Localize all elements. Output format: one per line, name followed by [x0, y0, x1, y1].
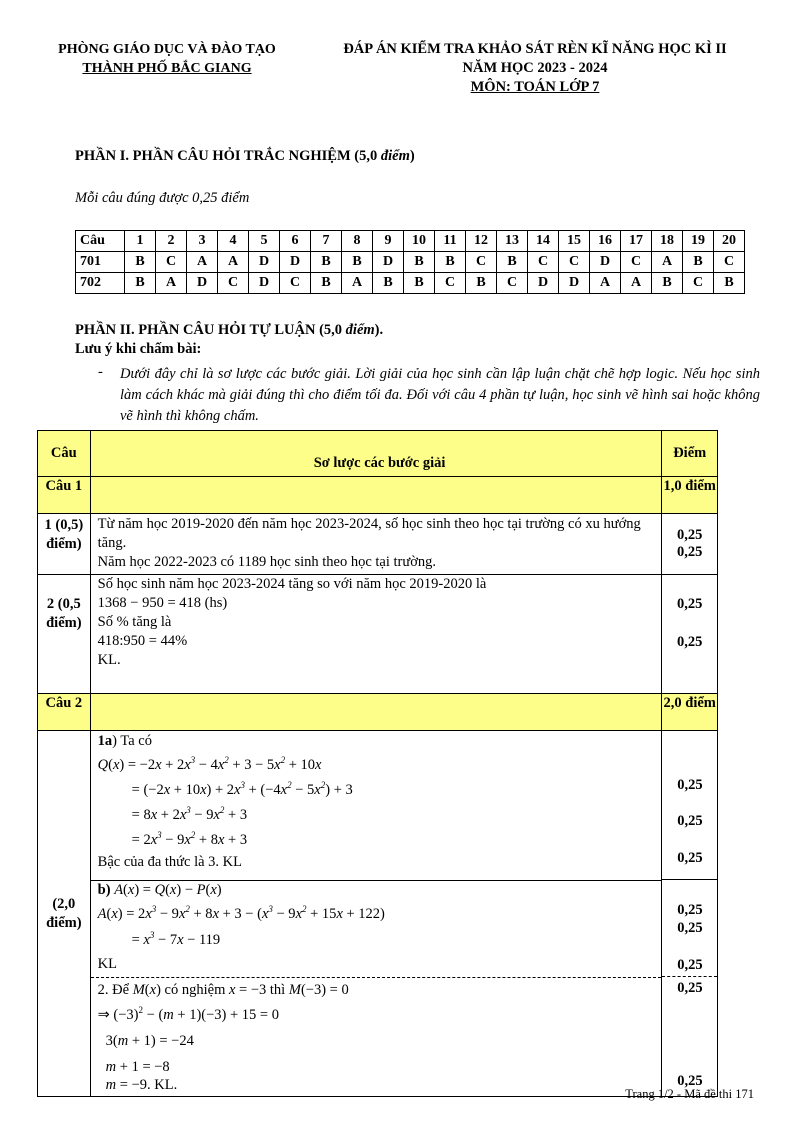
- answer-cell: B: [714, 273, 745, 294]
- answer-cell: 20: [714, 231, 745, 252]
- q2-label: Câu 2: [38, 694, 91, 731]
- subject: MÔN: TOÁN LỚP 7: [470, 79, 600, 95]
- answer-cell: B: [311, 252, 342, 273]
- answer-cell: C: [559, 252, 590, 273]
- q2c-score2: 0,25: [677, 1073, 703, 1089]
- q1-row: [38, 477, 718, 514]
- school-year: NĂM HỌC 2023 - 2024: [462, 60, 608, 76]
- answer-cell: D: [373, 252, 404, 273]
- solution-table: [37, 430, 718, 1097]
- answer-cell: 1: [125, 231, 156, 252]
- exam-title: ĐÁP ÁN KIỂM TRA KHẢO SÁT RÈN KĨ NĂNG HỌC KÌ II: [343, 41, 727, 57]
- answer-cell: C: [683, 273, 714, 294]
- q2a-eq3: = $8x + 2x^3 - 9x^2 + 3$: [131, 805, 248, 823]
- q1-2-label: 2 (0,5 điểm): [38, 575, 91, 694]
- answer-cell: 16: [590, 231, 621, 252]
- header-solution: Sơ lược các bước giải: [90, 431, 662, 477]
- q2b-eq2: = $x^3 - 7x - 119$: [131, 930, 221, 948]
- q2a-score1: 0,25: [677, 777, 703, 793]
- grading-note: Dưới đây chỉ là sơ lược các bước giải. Lời giải của học sinh cần lập luận chặt chẽ hợp logic. Nếu học sinh làm cách khác mà giải đúng thì cho điểm tối đa. Đối với câu 4 phần tự luận, học sinh vẽ hình sai hoặc không vẽ hình thì không chấm.: [120, 366, 760, 424]
- answer-cell: 11: [435, 231, 466, 252]
- q2a-score2: 0,25: [677, 813, 703, 829]
- q1-2-line4: 418:950 = 44%: [97, 633, 188, 649]
- part1-note: Mỗi câu đúng được 0,25 điểm: [75, 190, 250, 206]
- header-score: Điểm: [662, 431, 718, 477]
- answer-cell: C: [435, 273, 466, 294]
- q2b-label: b): [97, 882, 111, 898]
- q2c-eq1: ⇒ $(-3)^2 - (m + 1)(-3) + 15 = 0$: [97, 1005, 279, 1023]
- answer-cell: A: [187, 252, 218, 273]
- answer-cell: 18: [652, 231, 683, 252]
- q1-2-score2: 0,25: [677, 634, 703, 650]
- answer-cell: B: [373, 273, 404, 294]
- answer-cell: 13: [497, 231, 528, 252]
- answer-cell: B: [125, 273, 156, 294]
- answer-cell: 3: [187, 231, 218, 252]
- q2a-block: [91, 732, 662, 880]
- answer-cell: A: [156, 273, 187, 294]
- answer-cell: B: [404, 273, 435, 294]
- answer-cell: D: [249, 273, 280, 294]
- answer-cell: 14: [528, 231, 559, 252]
- q2-row: [38, 694, 718, 731]
- answer-row-label: Câu: [76, 231, 125, 252]
- answer-cell: D: [559, 273, 590, 294]
- q2b-def: A(x) = Q(x) − P(x): [114, 882, 222, 898]
- q1-2-score1: 0,25: [677, 596, 703, 612]
- exam-header: [300, 40, 770, 97]
- q1-1-line1: Từ năm học 2019-2020 đến năm học 2023-2024, số học sinh theo học tại trường có xu hướng tăng.: [97, 516, 641, 551]
- answer-cell: 15: [559, 231, 590, 252]
- q1-1-score2: 0,25: [677, 544, 703, 560]
- table-header-row: [38, 431, 718, 477]
- note-dash: -: [98, 364, 103, 380]
- answer-cell: 10: [404, 231, 435, 252]
- q1-1-line2: Năm học 2022-2023 có 1189 học sinh theo học tại trường.: [97, 554, 437, 570]
- grading-note-title: Lưu ý khi chấm bài:: [75, 341, 202, 357]
- q2-body-row: [38, 731, 718, 1097]
- q1-2-line3: Số % tăng là: [97, 614, 172, 630]
- q2c-score1: 0,25: [677, 980, 703, 996]
- department-name: PHÒNG GIÁO DỤC VÀ ĐÀO TẠO: [58, 42, 276, 57]
- q2a-eq4: = $2x^3 - 9x^2 + 8x + 3$: [131, 830, 248, 848]
- answer-cell: 17: [621, 231, 652, 252]
- part1-title: PHẦN I. PHẦN CÂU HỎI TRẮC NGHIỆM (5,0 điểm): [75, 148, 415, 164]
- q2c-then: thì: [269, 982, 286, 998]
- answer-cell: A: [621, 273, 652, 294]
- answer-cell: 7: [311, 231, 342, 252]
- answer-cell: D: [528, 273, 559, 294]
- q2b-block: [91, 880, 662, 977]
- answer-cell: 4: [218, 231, 249, 252]
- answer-cell: 19: [683, 231, 714, 252]
- answer-cell: C: [156, 252, 187, 273]
- answer-cell: D: [590, 252, 621, 273]
- answer-cell: C: [528, 252, 559, 273]
- q2a-eq2: = $(-2x + 10x) + 2x^3 + (-4x^2 - 5x^2) + 3$: [131, 780, 353, 798]
- answer-cell: A: [342, 273, 373, 294]
- q2c-eq4: m = −9. KL.: [105, 1077, 178, 1093]
- answer-cell: B: [466, 273, 497, 294]
- answer-cell: 12: [466, 231, 497, 252]
- answer-key-table: [75, 230, 745, 294]
- q2b-conclusion: KL: [97, 956, 117, 972]
- q2b-score1: 0,25: [677, 902, 703, 918]
- q1-2-line5: KL.: [97, 652, 121, 668]
- q2c-block: 2. Để M(x) có nghiệm x = −3 thì M(−3) = 0 ⇒ $(-3)^2 - (m + 1)(-3) + 15 = 0$ 3(m + 1) = −24 m + 1 = −8 m = −9. KL.: [91, 977, 662, 1096]
- q1-2-line2: 1368 − 950 = 418 (hs): [97, 595, 228, 611]
- q2c-eq3: m + 1 = −8: [105, 1059, 170, 1075]
- answer-cell: B: [652, 273, 683, 294]
- q1-1-row: [38, 514, 718, 575]
- answer-cell: A: [652, 252, 683, 273]
- answer-row: [76, 273, 745, 294]
- answer-cell: A: [590, 273, 621, 294]
- answer-cell: C: [280, 273, 311, 294]
- q1-2-line1: Số học sinh năm học 2023-2024 tăng so với năm học 2019-2020 là: [97, 576, 487, 592]
- q2a-score3: 0,25: [677, 850, 703, 866]
- q2-side-label: (2,0 điểm): [38, 731, 91, 1097]
- answer-cell: 2: [156, 231, 187, 252]
- q2a-conclusion: Bậc của đa thức là 3. KL: [97, 854, 242, 870]
- answer-cell: B: [497, 252, 528, 273]
- answer-cell: D: [249, 252, 280, 273]
- q1-1-label: 1 (0,5) điểm): [38, 514, 91, 575]
- answer-cell: A: [218, 252, 249, 273]
- header-question: Câu: [38, 431, 91, 477]
- answer-cell: B: [404, 252, 435, 273]
- q2a-title: ) Ta có: [112, 733, 152, 749]
- answer-cell: C: [714, 252, 745, 273]
- part2-title: PHẦN II. PHẦN CÂU HỎI TỰ LUẬN (5,0 điểm).: [75, 322, 384, 338]
- answer-header-row: [76, 231, 745, 252]
- answer-cell: B: [311, 273, 342, 294]
- q2c-eq2: 3(m + 1) = −24: [105, 1033, 194, 1049]
- q2c-mid: có nghiệm: [164, 982, 226, 998]
- q1-2-row: [38, 575, 718, 694]
- answer-cell: C: [466, 252, 497, 273]
- page-footer: Trang 1/2 - Mã đề thi 171: [625, 1087, 754, 1101]
- department-header: [36, 40, 298, 78]
- answer-cell: 6: [280, 231, 311, 252]
- q1-score: 1,0 điểm: [662, 477, 718, 514]
- q1-1-score1: 0,25: [677, 527, 703, 543]
- answer-cell: C: [497, 273, 528, 294]
- answer-cell: 5: [249, 231, 280, 252]
- city-name: THÀNH PHỐ BẮC GIANG: [82, 61, 252, 76]
- q1-label: Câu 1: [38, 477, 91, 514]
- q2a-label: 1a: [97, 733, 113, 749]
- answer-cell: B: [435, 252, 466, 273]
- answer-cell: B: [683, 252, 714, 273]
- answer-row-label: 701: [76, 252, 125, 273]
- answer-cell: C: [621, 252, 652, 273]
- answer-cell: 8: [342, 231, 373, 252]
- answer-cell: 9: [373, 231, 404, 252]
- answer-row-label: 702: [76, 273, 125, 294]
- answer-cell: B: [125, 252, 156, 273]
- answer-cell: B: [342, 252, 373, 273]
- answer-cell: D: [187, 273, 218, 294]
- q2b-score3: 0,25: [677, 957, 703, 973]
- answer-row: [76, 252, 745, 273]
- q2-score: 2,0 điểm: [662, 694, 718, 731]
- q2b-eq1: $A(x) = 2x^3 - 9x^2 + 8x + 3 - (x^3 - 9x^2 + 15x + 122)$: [97, 904, 385, 922]
- answer-cell: D: [280, 252, 311, 273]
- q2a-eq1: $Q(x) = -2x + 2x^3 - 4x^2 + 3 - 5x^2 + 10x$: [97, 755, 322, 773]
- q2b-score2: 0,25: [677, 920, 703, 936]
- q2c-title: 2. Để: [97, 982, 130, 998]
- answer-cell: C: [218, 273, 249, 294]
